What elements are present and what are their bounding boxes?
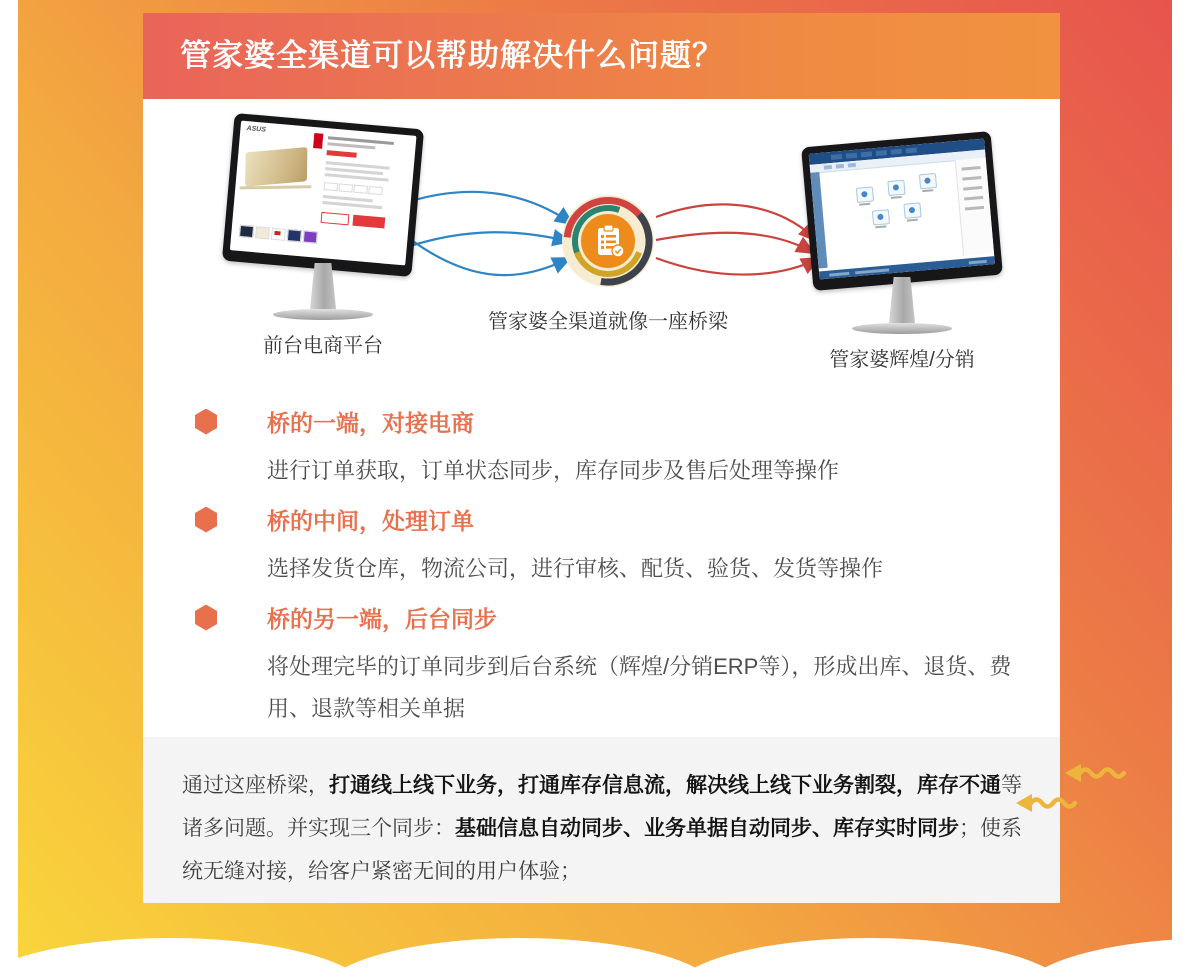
- summary-segment: ；使系统无缝对接，给客户紧密无间的用户体验；: [182, 817, 1022, 883]
- page-title: 管家婆全渠道可以帮助解决什么问题？: [180, 38, 724, 73]
- content-card: [143, 99, 1060, 903]
- summary-segment-bold: 打通线上线下业务，打通库存信息流，解决线上线下业务割裂，库存不通: [329, 774, 1001, 797]
- monitor-base: [852, 323, 952, 334]
- header-banner: [143, 13, 1060, 99]
- bullet-heading: 桥的中间，处理订单: [267, 508, 474, 534]
- erp-screen: [809, 139, 995, 280]
- bullet-heading: 桥的一端，对接电商: [267, 410, 474, 436]
- scalloped-wave-bottom: [0, 898, 1200, 973]
- hexagon-bullet-icon: [195, 507, 217, 533]
- laptop-product-image: [245, 147, 307, 187]
- erp-desktop-icon: [872, 209, 890, 225]
- right-monitor-label: 管家婆辉煌/分销: [829, 349, 975, 371]
- bridge-order-icon: [562, 195, 654, 287]
- erp-desktop-icon: [903, 202, 921, 218]
- asus-logo: ASUS: [246, 125, 267, 134]
- right-monitor-erp: [807, 139, 997, 372]
- blue-sync-arrows: [397, 192, 571, 275]
- ecommerce-screen: [230, 121, 417, 266]
- erp-side-rail: [810, 172, 827, 268]
- erp-desktop-icon: [919, 173, 937, 189]
- buy-now-button-shape: [352, 215, 385, 229]
- summary-box: [143, 737, 1060, 903]
- bullet-body: 进行订单获取，订单状态同步，库存同步及售后处理等操作: [267, 458, 840, 483]
- hexagon-bullet-icon: [195, 409, 217, 435]
- monitor-bezel: [801, 131, 1003, 291]
- erp-desktop-icon: [887, 180, 905, 196]
- bullet-item-bridge-end-ecommerce: [195, 405, 1025, 492]
- promo-ribbon: [313, 133, 323, 149]
- summary-segment: 通过这座桥梁，: [182, 774, 329, 797]
- left-monitor-ecommerce: [228, 121, 418, 358]
- red-sync-arrows: [656, 204, 817, 274]
- squiggle-arrow-icon: [1014, 790, 1078, 816]
- erp-desktop-icon: [856, 186, 874, 202]
- bullet-item-bridge-other-end-backend: [195, 601, 1025, 730]
- erp-status-bar: [819, 256, 995, 279]
- erp-right-panel: [955, 158, 994, 256]
- squiggle-arrow-icon: [1063, 760, 1127, 786]
- summary-segment: 等诸多问题。并实现三个同步：: [182, 774, 1022, 840]
- left-monitor-label: 前台电商平台: [263, 335, 383, 357]
- add-to-cart-button-shape: [321, 212, 350, 225]
- bullet-body: 选择发货仓库，物流公司，进行审核、配货、验货、发货等操作: [267, 556, 884, 581]
- monitor-base: [273, 309, 373, 320]
- bullet-heading: 桥的另一端，后台同步: [267, 606, 497, 632]
- bullet-item-bridge-middle-orders: [195, 503, 1025, 590]
- price-bar: [326, 150, 356, 158]
- bullet-body: 将处理完毕的订单同步到后台系统（辉煌/分销ERP等），形成出库、退货、费用、退款等相关单据: [267, 654, 1012, 721]
- bridge-caption: 管家婆全渠道就像一座桥梁: [488, 311, 728, 333]
- hexagon-bullet-icon: [195, 605, 217, 631]
- monitor-bezel: [222, 113, 424, 277]
- summary-segment-bold: 基础信息自动同步、业务单据自动同步、库存实时同步: [455, 817, 959, 840]
